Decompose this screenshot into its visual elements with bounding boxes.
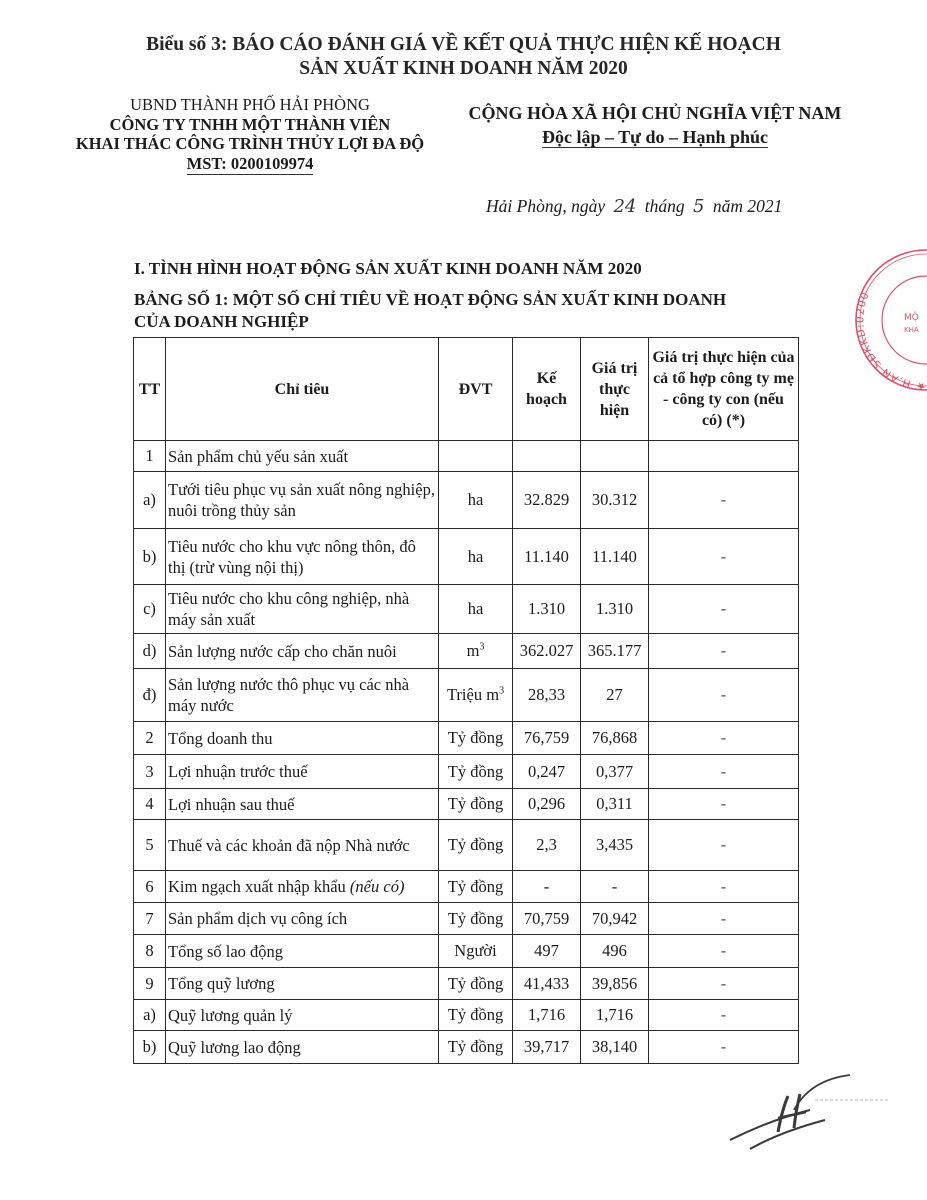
row-actual-value: 3,435 [581, 820, 649, 871]
date-day: 24 [613, 196, 637, 217]
table-row [134, 472, 799, 529]
row-group-value: - [649, 1000, 799, 1031]
row-number: 7 [134, 903, 166, 935]
row-unit [439, 968, 513, 1000]
row-number: 2 [134, 722, 166, 755]
row-actual-value: - [581, 871, 649, 903]
indicator-text: Tổng quỹ lương [168, 974, 275, 993]
row-unit [439, 722, 513, 755]
row-number: c) [134, 585, 166, 634]
row-plan-value: - [513, 871, 581, 903]
row-indicator [166, 820, 439, 871]
row-group-value: - [649, 968, 799, 1000]
row-number: 5 [134, 820, 166, 871]
table-row [134, 1031, 799, 1064]
form-title [0, 33, 927, 81]
row-plan-value: 11.140 [513, 529, 581, 585]
row-group-value: - [649, 1031, 799, 1064]
table-heading-line-1: BẢNG SỐ 1: MỘT SỐ CHỈ TIÊU VỀ HOẠT ĐỘNG SẢN XUẤT KINH DOANH [134, 290, 727, 309]
row-indicator [166, 1031, 439, 1064]
row-number: 9 [134, 968, 166, 1000]
svg-text:★ H.AN SĐKKD:0200: ★ H.AN SĐKKD:0200 [854, 289, 927, 393]
row-plan-value: 0,296 [513, 789, 581, 820]
date-month: 5 [693, 196, 705, 217]
row-indicator [166, 871, 439, 903]
row-group-value: - [649, 669, 799, 722]
row-actual-value: 496 [581, 935, 649, 968]
company-name-line-1: CÔNG TY TNHH MỘT THÀNH VIÊN [109, 114, 391, 134]
unit-text: m [466, 641, 480, 660]
row-actual-value: 365.177 [581, 634, 649, 669]
row-unit [439, 755, 513, 789]
row-unit [439, 789, 513, 820]
row-plan-value: 28,33 [513, 669, 581, 722]
row-actual-value: 30.312 [581, 472, 649, 529]
row-number: a) [134, 472, 166, 529]
row-indicator [166, 722, 439, 755]
table-row [134, 1000, 799, 1031]
company-stamp [816, 245, 927, 395]
header-tt: TT [134, 338, 166, 441]
row-unit [439, 441, 513, 472]
indicator-text: Lợi nhuận sau thuế [168, 794, 295, 814]
row-indicator [166, 441, 439, 472]
row-indicator [166, 634, 439, 669]
row-actual-value: 0,377 [581, 755, 649, 789]
row-indicator [166, 1000, 439, 1031]
row-indicator [166, 529, 439, 585]
row-unit [439, 820, 513, 871]
table-row [134, 871, 799, 903]
table-row [134, 634, 799, 669]
row-indicator [166, 755, 439, 789]
row-actual-value: 39,856 [581, 968, 649, 1000]
unit-text: ha [467, 599, 484, 618]
country-name: CỘNG HÒA XÃ HỘI CHỦ NGHĨA VIỆT NAM [468, 103, 842, 123]
unit-text: Tỷ đồng [447, 973, 504, 993]
national-header [450, 101, 860, 149]
header-unit: ĐVT [439, 338, 513, 441]
indicator-text: Kim ngạch xuất nhập khẩu [168, 877, 346, 896]
row-actual-value: 76,868 [581, 722, 649, 755]
row-group-value: - [649, 820, 799, 871]
company-name-line-2: KHAI THÁC CÔNG TRÌNH THỦY LỢI ĐA ĐỘ [75, 134, 425, 153]
row-group-value: - [649, 722, 799, 755]
table-heading-line-2: CỦA DOANH NGHIỆP [134, 312, 309, 331]
row-plan-value: 497 [513, 935, 581, 968]
header-group-value: Giá trị thực hiện của cả tổ hợp công ty mẹ - công ty con (nếu có) (*) [649, 338, 799, 441]
date-year: năm 2021 [712, 196, 783, 216]
unit-exponent: 3 [499, 685, 505, 697]
row-plan-value: 0,247 [513, 755, 581, 789]
unit-text: Người [454, 941, 497, 960]
unit-text: Tỷ đồng [447, 1037, 504, 1056]
row-unit [439, 472, 513, 529]
table-row [134, 441, 799, 472]
tax-code: MST: 0200109974 [186, 153, 314, 173]
section-heading: I. TÌNH HÌNH HOẠT ĐỘNG SẢN XUẤT KINH DOANH NĂM 2020 [134, 259, 642, 278]
row-plan-value: 1.310 [513, 585, 581, 634]
row-unit [439, 935, 513, 968]
row-unit [439, 1000, 513, 1031]
row-number: 6 [134, 871, 166, 903]
row-unit [439, 529, 513, 585]
row-actual-value: 0,311 [581, 789, 649, 820]
parent-authority: UBND THÀNH PHỐ HẢI PHÒNG [130, 95, 370, 114]
indicator-text: Sản phẩm chủ yếu sản xuất [168, 446, 349, 466]
row-number: b) [134, 529, 166, 585]
table-header-row [134, 338, 799, 441]
unit-text: Tỷ đồng [447, 835, 504, 854]
signature [720, 1070, 920, 1170]
unit-exponent: 3 [479, 641, 485, 653]
row-plan-value: 41,433 [513, 968, 581, 1000]
row-number: a) [134, 1000, 166, 1031]
row-number: d) [134, 634, 166, 669]
row-actual-value: 1.310 [581, 585, 649, 634]
header-actual: Giá trị thực hiện [581, 338, 649, 441]
row-number: 1 [134, 441, 166, 472]
row-indicator [166, 903, 439, 935]
unit-text: ha [467, 546, 484, 566]
row-unit [439, 669, 513, 722]
row-indicator [166, 472, 439, 529]
date-place: Hải Phòng, ngày [486, 196, 606, 216]
row-indicator [166, 789, 439, 820]
row-plan-value: 2,3 [513, 820, 581, 871]
handwritten-signature-icon [720, 1070, 920, 1170]
indicator-note: (nếu có) [349, 877, 405, 896]
header-plan: Kế hoạch [513, 338, 581, 441]
row-group-value: - [649, 935, 799, 968]
row-unit [439, 903, 513, 935]
table-row [134, 722, 799, 755]
row-number: 4 [134, 789, 166, 820]
row-group-value [649, 441, 799, 472]
indicator-text: Tổng số lao động [168, 941, 284, 961]
table-row [134, 968, 799, 1000]
row-number: b) [134, 1031, 166, 1064]
national-motto: Độc lập – Tự do – Hạnh phúc [541, 127, 769, 147]
indicator-text: Lợi nhuận trước thuế [168, 762, 308, 781]
table-heading [134, 289, 814, 333]
row-plan-value [513, 441, 581, 472]
row-plan-value: 1,716 [513, 1000, 581, 1031]
row-number: đ) [134, 669, 166, 722]
row-unit [439, 871, 513, 903]
row-group-value: - [649, 871, 799, 903]
row-actual-value: 70,942 [581, 903, 649, 935]
row-group-value: - [649, 903, 799, 935]
indicator-text: Sản lượng nước thô phục vụ các nhà máy nước [168, 675, 410, 715]
unit-text: Tỷ đồng [447, 794, 504, 813]
indicator-text: Tổng doanh thu [168, 728, 273, 748]
unit-text: Tỷ đồng [447, 908, 504, 928]
row-actual-value: 11.140 [581, 529, 649, 585]
row-unit [439, 1031, 513, 1064]
row-plan-value: 70,759 [513, 903, 581, 935]
table-row [134, 903, 799, 935]
organization-block [40, 95, 460, 173]
unit-text: Tỷ đồng [447, 876, 504, 896]
table-row [134, 585, 799, 634]
indicators-table [133, 337, 799, 1064]
indicator-text: Quỹ lương quản lý [168, 1005, 293, 1025]
row-indicator [166, 585, 439, 634]
row-actual-value: 27 [581, 669, 649, 722]
table-row [134, 529, 799, 585]
table-row [134, 935, 799, 968]
svg-text:KHA: KHA [904, 326, 919, 334]
svg-text:MỘ: MỘ [904, 313, 919, 323]
row-group-value: - [649, 634, 799, 669]
table-row [134, 669, 799, 722]
form-title-line-1: Biểu số 3: BÁO CÁO ĐÁNH GIÁ VỀ KẾT QUẢ THỰC HIỆN KẾ HOẠCH [146, 34, 781, 55]
row-actual-value [581, 441, 649, 472]
indicator-text: Quỹ lương lao động [168, 1037, 301, 1057]
unit-text: Tỷ đồng [447, 728, 504, 747]
form-title-line-2: SẢN XUẤT KINH DOANH NĂM 2020 [299, 58, 628, 79]
indicator-text: Sản phẩm dịch vụ công ích [168, 909, 348, 928]
table-row [134, 789, 799, 820]
date-line [486, 196, 782, 217]
row-number: 8 [134, 935, 166, 968]
unit-text: Triệu m [446, 685, 500, 704]
row-plan-value: 39,717 [513, 1031, 581, 1064]
header-indicator: Chỉ tiêu [166, 338, 439, 441]
date-month-label: tháng [644, 196, 685, 216]
row-unit [439, 634, 513, 669]
table-body [134, 441, 799, 1064]
row-indicator [166, 935, 439, 968]
row-indicator [166, 968, 439, 1000]
row-plan-value: 32.829 [513, 472, 581, 529]
row-plan-value: 362.027 [513, 634, 581, 669]
row-group-value: - [649, 529, 799, 585]
indicator-text: Tưới tiêu phục vụ sản xuất nông nghiệp, nuôi trồng thủy sản [168, 480, 435, 520]
indicator-text: Tiêu nước cho khu vực nông thôn, đô thị (trừ vùng nội thị) [168, 536, 416, 577]
table-row [134, 820, 799, 871]
row-unit [439, 585, 513, 634]
row-actual-value: 38,140 [581, 1031, 649, 1064]
row-group-value: - [649, 789, 799, 820]
indicator-text: Sản lượng nước cấp cho chăn nuôi [168, 641, 397, 661]
row-group-value: - [649, 585, 799, 634]
row-number: 3 [134, 755, 166, 789]
unit-text: Tỷ đồng [447, 761, 504, 781]
stamp-seal-icon [816, 245, 927, 395]
table-row [134, 755, 799, 789]
indicator-text: Tiêu nước cho khu công nghiệp, nhà máy sản xuất [168, 589, 410, 629]
row-plan-value: 76,759 [513, 722, 581, 755]
row-group-value: - [649, 472, 799, 529]
row-group-value: - [649, 755, 799, 789]
indicator-text: Thuế và các khoản đã nộp Nhà nước [168, 835, 410, 855]
row-indicator [166, 669, 439, 722]
row-actual-value: 1,716 [581, 1000, 649, 1031]
unit-text: ha [467, 490, 484, 509]
unit-text: Tỷ đồng [447, 1005, 504, 1024]
